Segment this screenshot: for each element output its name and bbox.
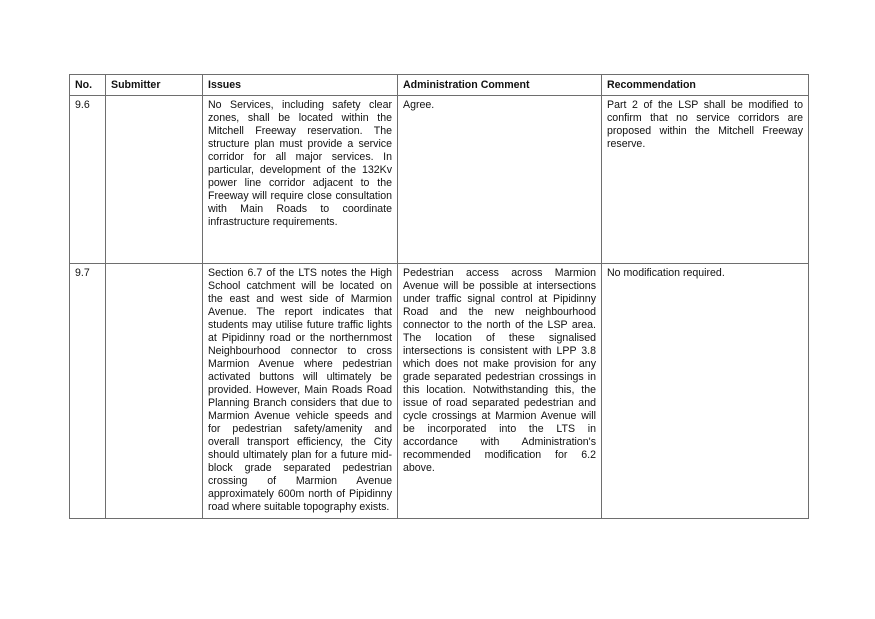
- header-administration-comment: Administration Comment: [398, 75, 602, 96]
- cell-no: 9.7: [70, 264, 106, 519]
- table-row: [70, 96, 809, 264]
- cell-no: 9.6: [70, 96, 106, 264]
- cell-administration-comment: Pedestrian access across Marmion Avenue will be possible at intersections under traffic signal control at Pipidinny Road and the new neighbourhood connector to the north of the LSP area. The location of these signalised intersections is consistent with LPP 3.8 which does not make provision for any grade separated pedestrian crossings in this location. Notwithstanding this, the issue of road separated pedestrian and cycle crossings at Marmion Avenue will be incorporated into the LTS in accordance with Administration's recommended modification for 6.2 above.: [398, 264, 602, 519]
- header-recommendation: Recommendation: [602, 75, 809, 96]
- cell-recommendation: Part 2 of the LSP shall be modified to confirm that no service corridors are proposed within the Mitchell Freeway reserve.: [602, 96, 809, 264]
- header-issues: Issues: [203, 75, 398, 96]
- cell-submitter: [106, 96, 203, 264]
- header-no: No.: [70, 75, 106, 96]
- cell-administration-comment: Agree.: [398, 96, 602, 264]
- cell-issues: Section 6.7 of the LTS notes the High School catchment will be located on the east and west side of Marmion Avenue. The report indicates that students may utilise future traffic lights at Pipidinny road or the northernmost Neighbourhood connector to cross Marmion Avenue where pedestrian activated buttons will ultimately be provided. However, Main Roads Road Planning Branch considers that due to Marmion Avenue vehicle speeds and for pedestrian safety/amenity and overall transport efficiency, the City should ultimately plan for a future mid-block grade separated pedestrian crossing of Marmion Avenue approximately 600m north of Pipidinny road where suitable topography exists.: [203, 264, 398, 519]
- table-header-row: [70, 75, 809, 96]
- table-row: [70, 264, 809, 519]
- cell-issues: No Services, including safety clear zones, shall be located within the Mitchell Freeway reservation. The structure plan must provide a service corridor for all major services. In particular, development of the 132Kv power line corridor adjacent to the Freeway will require close consultation with Main Roads to coordinate infrastructure requirements.: [203, 96, 398, 264]
- header-submitter: Submitter: [106, 75, 203, 96]
- cell-recommendation: No modification required.: [602, 264, 809, 519]
- cell-submitter: [106, 264, 203, 519]
- submissions-table: [69, 74, 809, 519]
